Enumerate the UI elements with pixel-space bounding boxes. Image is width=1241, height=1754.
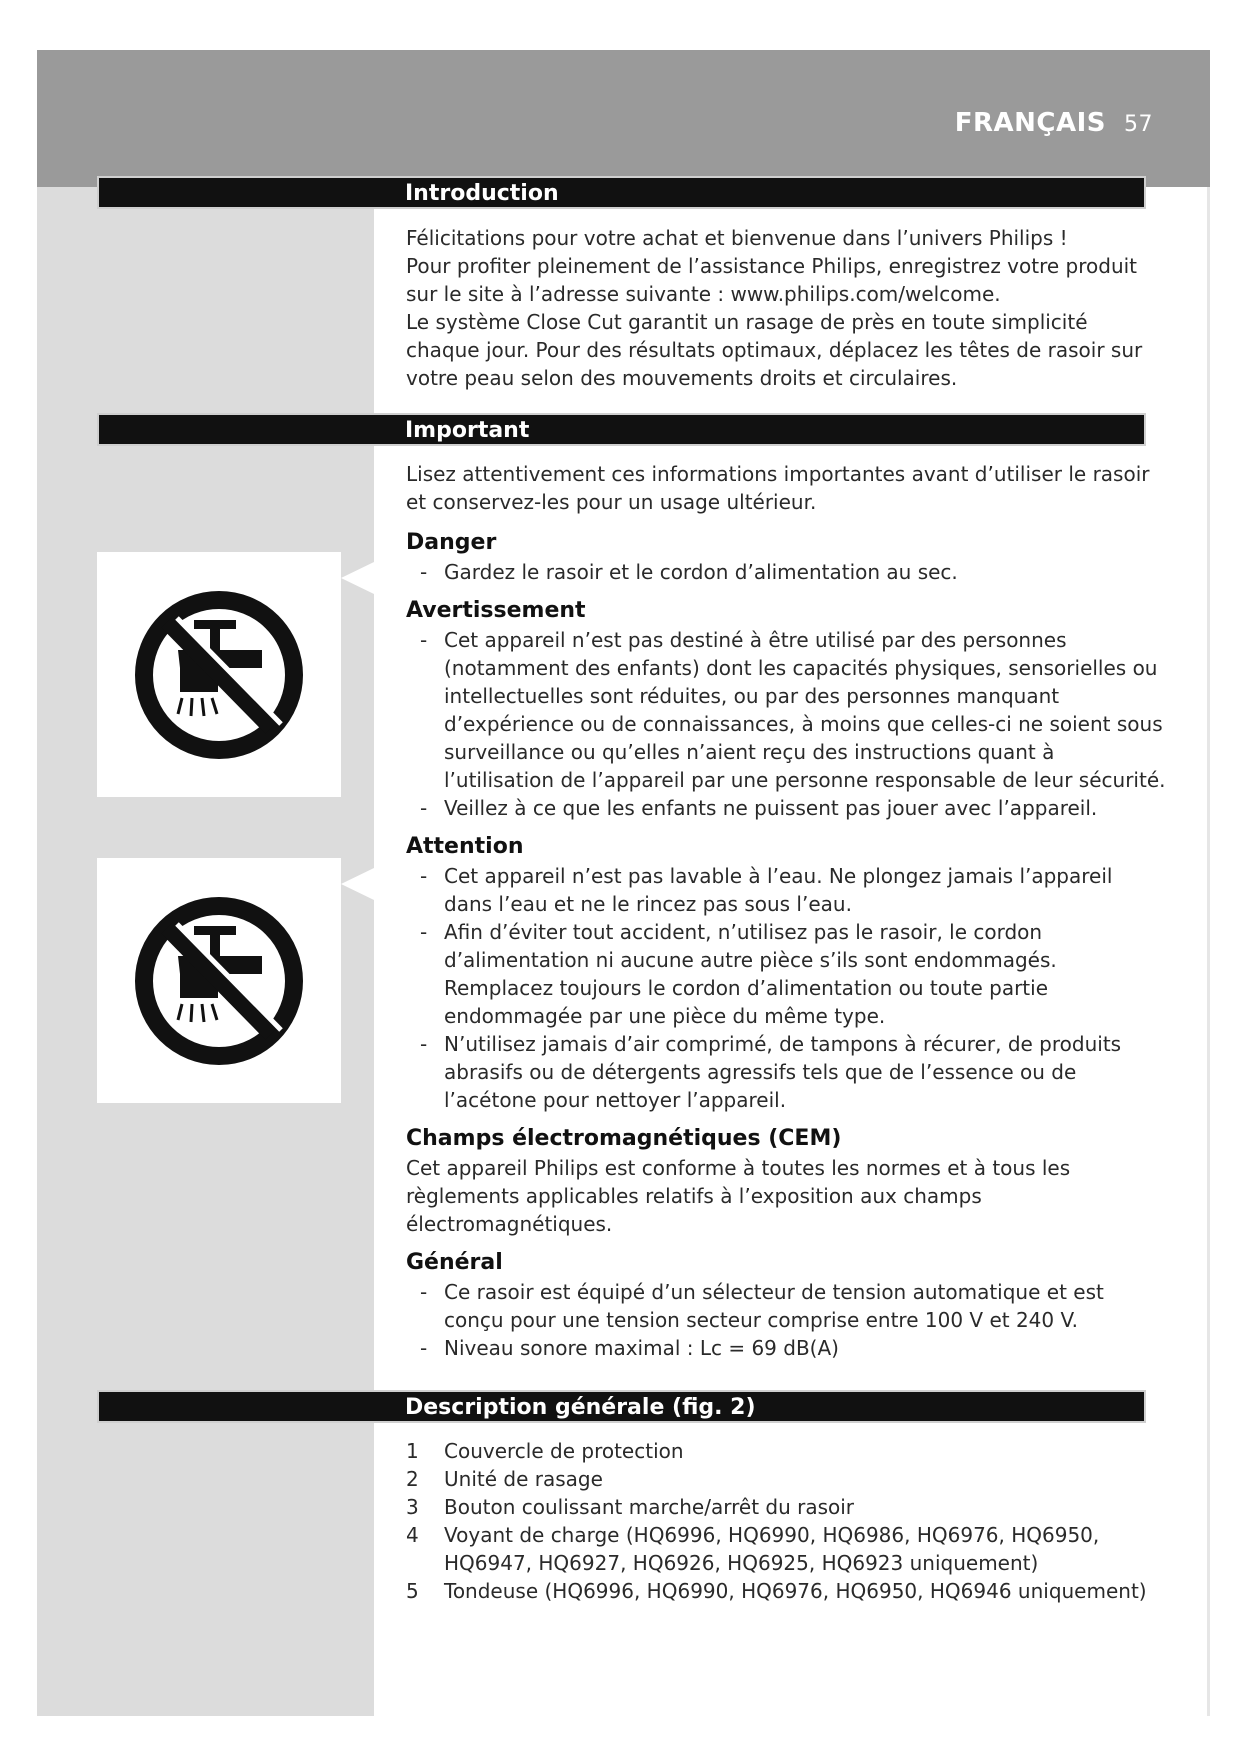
list-item: - Cet appareil n’est pas destiné à être utilisé par des personnes (notamment des enfants) dont les capacités physiques, sensorielles ou intellectuelles sont réduites, ou par des personnes manquant d’expérience ou de connaissances, à moins que celles-ci ne soient sous surveillance ou qu’elles n’aient reçu des instructions quant à l’utilisation de l’appareil par une personne responsable de leur sécurité. [406, 626, 1166, 794]
list-item: - Veillez à ce que les enfants ne puissent pas jouer avec l’appareil. [406, 794, 1166, 822]
item-number: 5 [406, 1579, 419, 1603]
item-text: Bouton coulissant marche/arrêt du rasoir [444, 1495, 855, 1519]
page-edge [1207, 187, 1210, 1716]
item-text: Voyant de charge (HQ6996, HQ6990, HQ6986, HQ6976, HQ6950, HQ6947, HQ6927, HQ6926, HQ6925, HQ6923 uniquement) [444, 1523, 1100, 1575]
item-text: Tondeuse (HQ6996, HQ6990, HQ6976, HQ6950, HQ6946 uniquement) [444, 1579, 1147, 1603]
no-tap-water-icon [122, 896, 316, 1066]
introduction-body [406, 224, 1166, 392]
item-number: 1 [406, 1439, 419, 1463]
page-header [955, 108, 1153, 138]
item-number: 3 [406, 1495, 419, 1519]
danger-heading: Danger [406, 530, 497, 555]
item-number: 4 [406, 1523, 419, 1547]
section-title: Introduction [405, 181, 559, 206]
language-label: FRANÇAIS [954, 108, 1106, 138]
item-number: 2 [406, 1467, 419, 1491]
list-item: - Gardez le rasoir et le cordon d’alimentation au sec. [406, 558, 1166, 586]
emf-heading: Champs électromagnétiques (CEM) [406, 1126, 842, 1151]
warning-list [406, 626, 1166, 822]
important-body [406, 460, 1166, 1362]
description-body [406, 1437, 1166, 1605]
intro-line: Le système Close Cut garantit un rasage de près en toute simplicité chaque jour. Pour des résultats optimaux, déplacez les têtes de rasoir sur votre peau selon des mouvements droits et circulaires. [406, 310, 1143, 390]
intro-line: Pour profiter pleinement de l’assistance Philips, enregistrez votre produit sur le site à l’adresse suivante : www.philips.com/welcome. [406, 254, 1138, 306]
item-text: Unité de rasage [444, 1467, 603, 1491]
section-title: Description générale (fig. 2) [405, 1395, 756, 1420]
caution-list [406, 862, 1166, 1114]
list-item [406, 1521, 1166, 1577]
general-heading: Général [406, 1250, 503, 1275]
list-item: - Ce rasoir est équipé d’un sélecteur de tension automatique et est conçu pour une tension secteur comprise entre 100 V et 240 V. [406, 1278, 1166, 1334]
section-bar-introduction [97, 176, 1146, 209]
no-water-figure [97, 552, 341, 797]
section-bar-description [97, 1390, 1146, 1423]
intro-line: Félicitations pour votre achat et bienvenue dans l’univers Philips ! [406, 226, 1068, 250]
list-item [406, 1437, 1166, 1465]
caution-heading: Attention [406, 834, 524, 859]
list-item: - Cet appareil n’est pas lavable à l’eau. Ne plongez jamais l’appareil dans l’eau et ne le rincez pas sous l’eau. [406, 862, 1166, 918]
emf-text: Cet appareil Philips est conforme à toutes les normes et à tous les règlements applicables relatifs à l’exposition aux champs électromagnétiques. [406, 1156, 1071, 1236]
list-item: - Afin d’éviter tout accident, n’utilisez pas le rasoir, le cordon d’alimentation ni aucune autre pièce s’ils sont endommagés. Remplacez toujours le cordon d’alimentation ou toute partie endommagée par une pièce du même type. [406, 918, 1166, 1030]
danger-list [406, 558, 1166, 586]
page-number: 57 [1124, 112, 1153, 137]
no-water-figure [97, 858, 341, 1103]
no-tap-water-icon [122, 590, 316, 760]
general-list [406, 1278, 1166, 1362]
list-item [406, 1577, 1166, 1605]
important-intro: Lisez attentivement ces informations importantes avant d’utiliser le rasoir et conservez-les pour un usage ultérieur. [406, 462, 1150, 514]
list-item [406, 1493, 1166, 1521]
warning-heading: Avertissement [406, 598, 586, 623]
section-bar-important [97, 413, 1146, 446]
list-item: - Niveau sonore maximal : Lc = 69 dB(A) [406, 1334, 1166, 1362]
parts-list [406, 1437, 1166, 1605]
item-text: Couvercle de protection [444, 1439, 684, 1463]
section-title: Important [405, 418, 530, 443]
list-item: - N’utilisez jamais d’air comprimé, de tampons à récurer, de produits abrasifs ou de détergents agressifs tels que de l’essence ou de l’acétone pour nettoyer l’appareil. [406, 1030, 1166, 1114]
list-item [406, 1465, 1166, 1493]
